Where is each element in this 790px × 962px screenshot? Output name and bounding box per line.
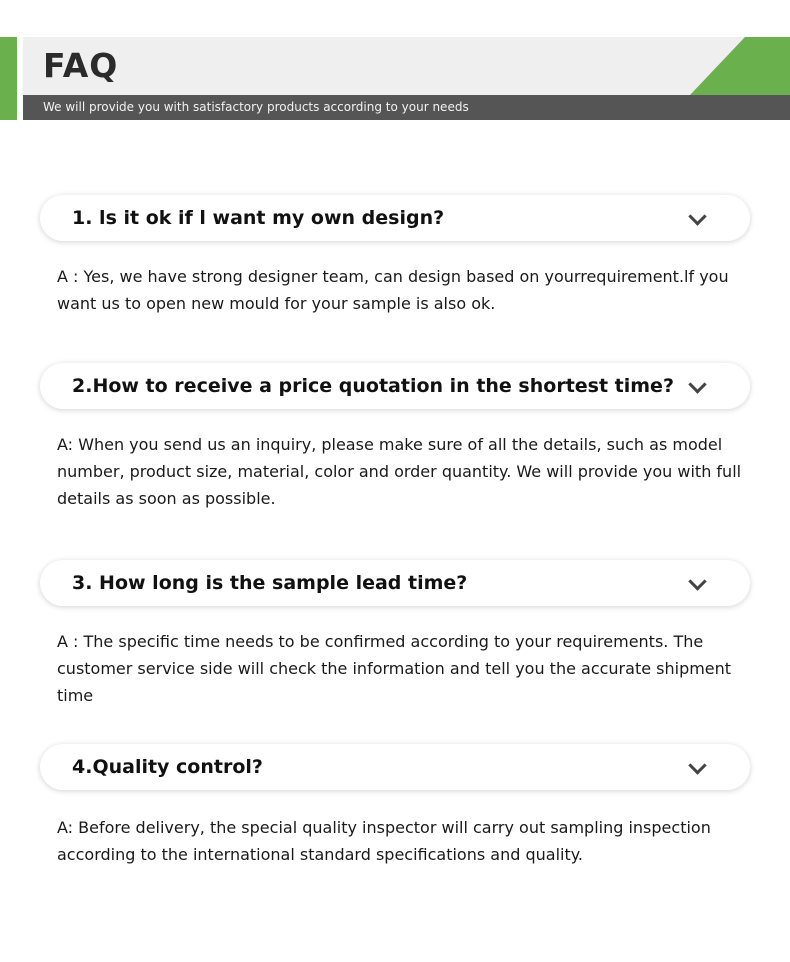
header-corner-triangle: [690, 37, 790, 95]
faq-question-text: 3. How long is the sample lead time?: [72, 572, 468, 594]
faq-question-toggle[interactable]: [40, 560, 750, 606]
chevron-down-icon[interactable]: [688, 572, 706, 590]
page-title: FAQ: [43, 46, 119, 85]
faq-item-3: [40, 560, 750, 709]
faq-answer-text: A : Yes, we have strong designer team, can design based on yourrequirement.lf you want us to open new mould for your sample is also ok.: [57, 267, 729, 313]
faq-question-toggle[interactable]: [40, 744, 750, 790]
header-title-band: [23, 37, 790, 95]
faq-question-text: 1. ls it ok if l want my own design?: [72, 207, 445, 229]
chevron-down-icon[interactable]: [688, 756, 706, 774]
faq-answer-text: A: When you send us an inquiry, please make sure of all the details, such as model number, product size, material, color and order quantity. We will provide you with full details as soon as possible.: [57, 435, 742, 508]
faq-answer-text: A : The specific time needs to be confirmed according to your requirements. The customer service side will check the information and tell you the accurate shipment time: [57, 632, 732, 705]
faq-item-2: [40, 363, 750, 512]
header-accent-bar: [0, 37, 17, 120]
header-subtitle-band: [23, 95, 790, 120]
faq-question-toggle[interactable]: [40, 363, 750, 409]
chevron-down-icon[interactable]: [688, 375, 706, 393]
faq-answer-text: A: Before delivery, the special quality inspector will carry out sampling inspection according to the international standard specifications and quality.: [57, 818, 711, 864]
page-subtitle: We will provide you with satisfactory products according to your needs: [43, 100, 469, 114]
faq-question-text: 2.How to receive a price quotation in the shortest time?: [72, 375, 674, 397]
faq-item-4: [40, 744, 750, 868]
faq-item-1: [40, 195, 750, 317]
faq-question-toggle[interactable]: [40, 195, 750, 241]
faq-header: [0, 37, 790, 120]
faq-question-text: 4.Quality control?: [72, 756, 263, 778]
chevron-down-icon[interactable]: [688, 207, 706, 225]
